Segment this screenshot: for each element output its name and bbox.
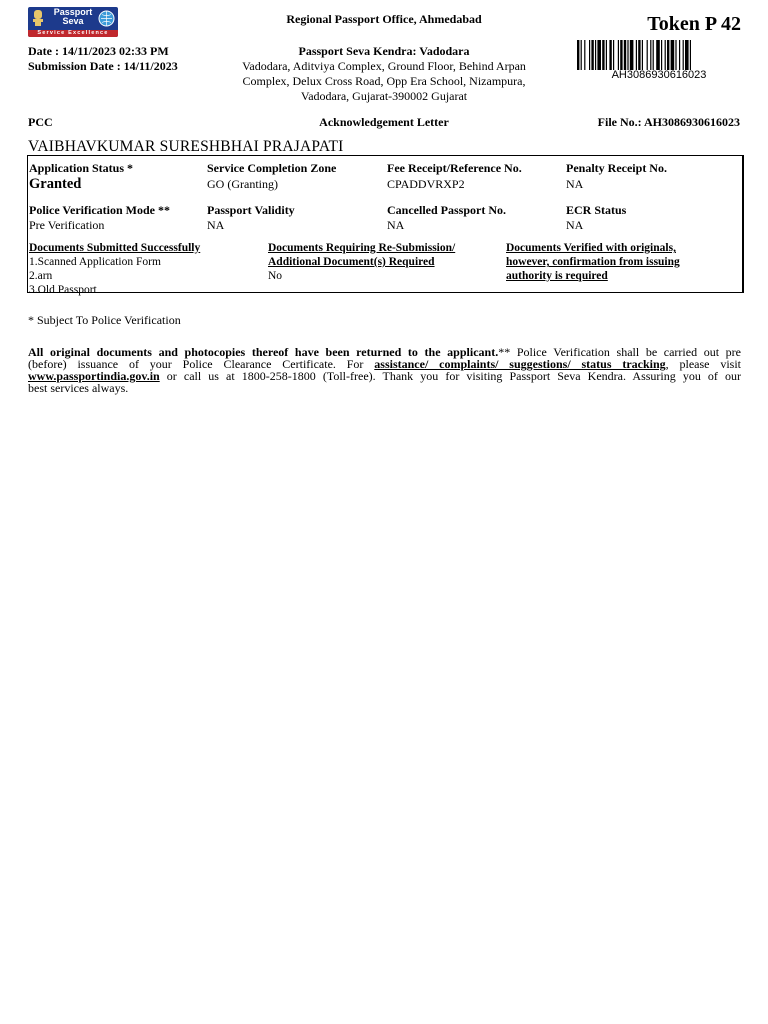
token-number: Token P 42: [647, 13, 741, 35]
resubmission-value: No: [268, 270, 283, 282]
documents-resubmission: [268, 241, 455, 283]
cancelled-passport-value: NA: [387, 218, 405, 232]
notice-line: best services always.: [28, 381, 129, 395]
document-item: 2.arn: [29, 270, 53, 282]
application-status-label: Application Status *: [29, 161, 134, 175]
verified-header: Documents Verified with originals,: [506, 242, 676, 254]
notice-paragraph: [28, 346, 741, 394]
penalty-receipt-value: NA: [566, 177, 584, 191]
application-status-value: Granted: [29, 176, 82, 192]
address-line: Vadodara, Gujarat-390002 Gujarat: [300, 89, 468, 103]
regional-office-title: Regional Passport Office, Ahmedabad: [286, 12, 482, 26]
notice-text: or call us at 1800-258-1800 (Toll-free). Thank you for visiting Passport Seva Kendra. Assuring you of our: [159, 369, 741, 383]
address-line: Vadodara, Aditviya Complex, Ground Floor, Behind Arpan: [242, 59, 526, 73]
document-item: 3.Old Passport: [29, 284, 97, 296]
national-emblem-icon: [31, 9, 45, 27]
submission-date-line: Submission Date : 14/11/2023: [28, 59, 178, 73]
documents-submitted-header: Documents Submitted Successfully: [29, 242, 201, 254]
notice-text: (before) issuance of your Police Clearance Certificate. For: [28, 357, 375, 371]
verified-header: authority is required: [506, 270, 608, 282]
date-line: Date : 14/11/2023 02:33 PM: [28, 44, 169, 58]
logo-text: Passport Seva: [53, 7, 93, 26]
passport-validity-value: NA: [207, 218, 225, 232]
passport-seva-logo: [28, 7, 118, 37]
footnote: * Subject To Police Verification: [28, 313, 181, 327]
logo-tagline: Service Excellence: [28, 30, 118, 37]
applicant-name: VAIBHAVKUMAR SURESHBHAI PRAJAPATI: [28, 138, 344, 155]
notice-text: ** Police Verification shall be carried out pre: [498, 345, 742, 359]
resubmission-header: Additional Document(s) Required: [268, 256, 435, 268]
file-number: File No.: AH3086930616023: [597, 115, 740, 129]
service-zone-value: GO (Granting): [207, 177, 278, 191]
barcode-number: AH3086930616023: [611, 69, 707, 81]
documents-submitted: [29, 241, 200, 297]
letter-title: Acknowledgement Letter: [319, 115, 449, 129]
document-item: 1.Scanned Application Form: [29, 256, 161, 268]
kendra-address: [210, 44, 558, 104]
documents-verified: [506, 241, 680, 283]
cancelled-passport-label: Cancelled Passport No.: [387, 203, 506, 217]
fee-receipt-label: Fee Receipt/Reference No.: [387, 161, 522, 175]
kendra-title: Passport Seva Kendra: Vadodara: [298, 44, 470, 58]
penalty-receipt-label: Penalty Receipt No.: [566, 161, 667, 175]
barcode-image: [577, 40, 741, 70]
service-zone-label: Service Completion Zone: [207, 161, 337, 175]
notice-text: , please visit: [665, 357, 742, 371]
assistance-link[interactable]: assistance/ complaints/ suggestions/ status tracking: [374, 357, 666, 371]
fee-receipt-value: CPADDVRXP2: [387, 177, 465, 191]
resubmission-header: Documents Requiring Re-Submission/: [268, 242, 456, 254]
ecr-status-label: ECR Status: [566, 203, 627, 217]
service-type: PCC: [28, 115, 53, 129]
verified-header: however, confirmation from issuing: [506, 256, 680, 268]
globe-icon: [98, 10, 115, 27]
passportindia-link[interactable]: www.passportindia.gov.in: [28, 369, 160, 383]
police-verification-value: Pre Verification: [29, 218, 105, 232]
passport-validity-label: Passport Validity: [207, 203, 295, 217]
notice-bold: All original documents and photocopies thereof have been returned to the applicant.: [28, 345, 499, 359]
police-verification-label: Police Verification Mode **: [29, 203, 170, 217]
address-line: Complex, Delux Cross Road, Opp Era School, Nizampura,: [242, 74, 526, 88]
ecr-status-value: NA: [566, 218, 584, 232]
notice-line: [28, 370, 741, 382]
